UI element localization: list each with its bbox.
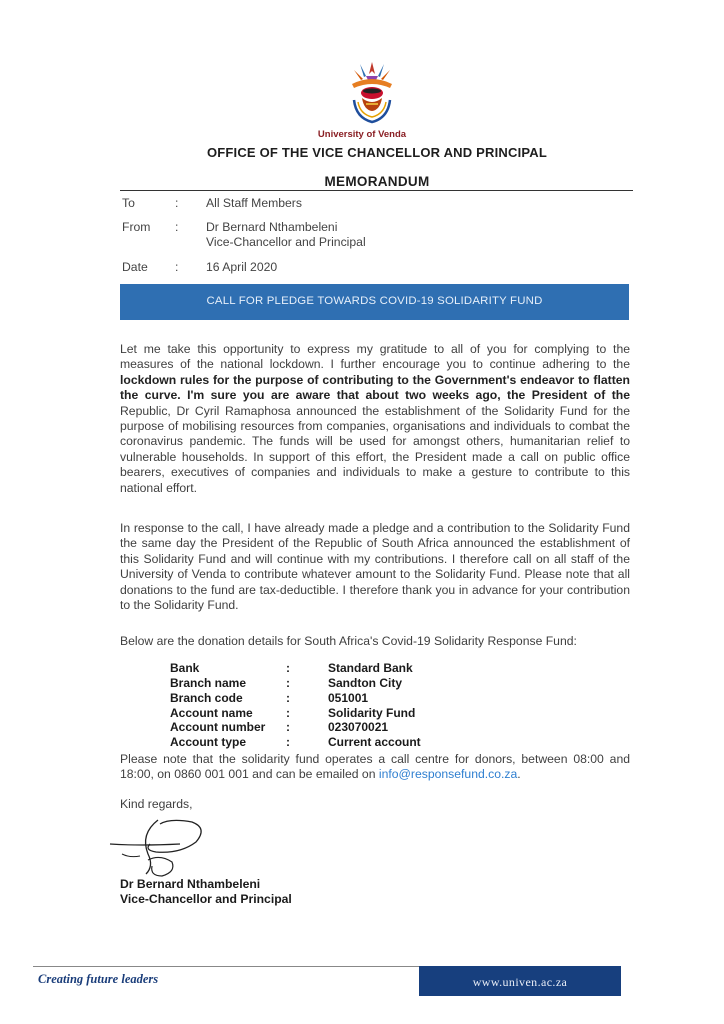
account-name-colon: : — [286, 706, 290, 720]
branch-code-label: Branch code — [170, 691, 243, 705]
date-value: 16 April 2020 — [206, 260, 278, 274]
account-name-value: Solidarity Fund — [328, 706, 416, 720]
account-name-label: Account name — [170, 706, 253, 720]
from-label: From — [122, 220, 151, 234]
email-link[interactable]: info@responsefund.co.za — [378, 767, 518, 782]
from-title: Vice-Chancellor and Principal — [206, 235, 366, 249]
to-value: All Staff Members — [206, 196, 302, 210]
account-type-colon: : — [286, 735, 290, 749]
branch-name-value: Sandton City — [328, 676, 402, 690]
branch-code-value: 051001 — [328, 691, 369, 705]
bank-value: Standard Bank — [328, 661, 413, 675]
body-paragraph-1 — [120, 342, 630, 496]
branch-code-colon: : — [286, 691, 290, 705]
memo-title: MEMORANDUM — [324, 174, 430, 189]
to-label: To — [122, 196, 135, 210]
university-name: University of Venda — [317, 129, 407, 140]
branch-name-label: Branch name — [170, 676, 247, 690]
body-paragraph-2: In response to the call, I have already made a pledge and a contribution to the Solidarity Fund the same day the President of the Republic of South Africa announced the establishment of this Solidarity Fund and will continue with my contributions. I therefore call on all staff of the University of Venda to contribute whatever amount to the Solidarity Fund. Please note that all donations to the fund are tax-deductible. I therefore thank you in advance for your contribution to the Solidarity Fund. — [120, 521, 630, 613]
period: . — [517, 767, 521, 782]
footer-url-bar — [419, 966, 621, 996]
account-type-label: Account type — [170, 735, 247, 749]
bank-colon: : — [286, 661, 290, 675]
university-crest-logo — [340, 58, 404, 130]
body-paragraph-4 — [120, 752, 630, 783]
paragraph-1-part-a: Let me take this opportunity to express my gratitude to all of you for complying to the measures of the national lockdown. I further encourage you to continue adhering to the — [120, 342, 630, 372]
subject-text: CALL FOR PLEDGE TOWARDS COVID-19 SOLIDARITY FUND — [206, 295, 543, 307]
footer-tagline: Creating future leaders — [38, 972, 159, 986]
account-number-colon: : — [286, 720, 290, 734]
footer-url[interactable]: www.univen.ac.za — [472, 975, 568, 989]
from-colon: : — [175, 220, 179, 234]
call-centre-text: Please note that the solidarity fund operates a call centre for donors, between 08:00 and 18:00, on 0860 001 001 and can be emailed on — [120, 752, 630, 782]
to-colon: : — [175, 196, 179, 210]
branch-name-colon: : — [286, 676, 290, 690]
account-number-label: Account number — [170, 720, 266, 734]
body-paragraph-3: Below are the donation details for South Africa's Covid-19 Solidarity Response Fund: — [120, 634, 577, 648]
paragraph-1-part-b: lockdown rules for the purpose of contributing to the Government's endeavor to flatten the curve. I'm sure you are aware that about two weeks ago, the President of the — [120, 372, 630, 403]
account-number-value: 023070021 — [328, 720, 389, 734]
signatory-name: Dr Bernard Nthambeleni — [120, 877, 261, 891]
from-name: Dr Bernard Nthambeleni — [206, 220, 338, 234]
account-type-value: Current account — [328, 735, 421, 749]
memo-divider — [120, 190, 633, 191]
bank-label: Bank — [170, 661, 200, 675]
signatory-title: Vice-Chancellor and Principal — [120, 892, 292, 906]
date-colon: : — [175, 260, 179, 274]
paragraph-1-part-c: Republic, Dr Cyril Ramaphosa announced the establishment of the Solidarity Fund for the purpose of mobilising resources from companies, organisations and individuals to combat the coronavirus pandemic. The funds will be used for amongst others, humanitarian relief to vulnerable households. In support of this effort, the President made a call on public office bearers, executives of companies and individuals to make a gesture to contribute to this national effort. — [120, 403, 630, 495]
closing-regards: Kind regards, — [120, 797, 193, 811]
office-heading: OFFICE OF THE VICE CHANCELLOR AND PRINCIPAL — [206, 145, 548, 160]
date-label: Date — [122, 260, 148, 274]
subject-banner — [120, 284, 629, 320]
